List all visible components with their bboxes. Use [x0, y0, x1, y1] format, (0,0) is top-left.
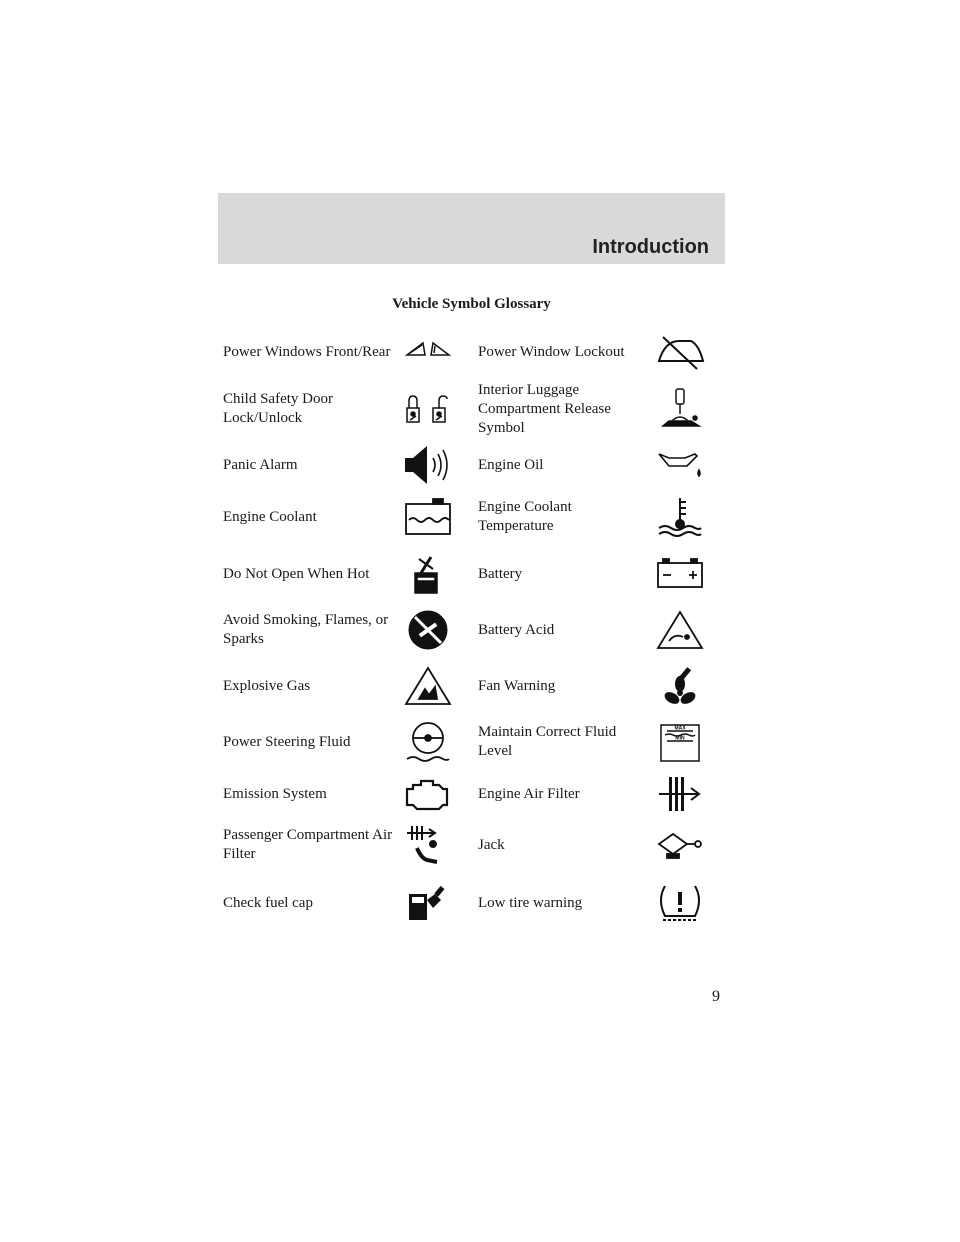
glossary-entry [223, 770, 468, 818]
glossary-row [223, 818, 713, 872]
symbol-label: Maintain Correct Fluid Level [478, 724, 617, 759]
hot-cap-icon [403, 553, 453, 595]
glossary-row [223, 658, 713, 714]
glossary-row [223, 872, 713, 934]
glossary-entry [223, 546, 468, 602]
tire-pressure-icon [655, 882, 705, 924]
symbol-label: Emission System [223, 785, 327, 802]
battery-icon [655, 553, 705, 595]
window-lockout-icon [655, 331, 705, 373]
glossary-row [223, 770, 713, 818]
glossary-entry [468, 818, 713, 872]
glossary-row [223, 328, 713, 376]
symbol-label: Engine Air Filter [478, 785, 580, 802]
symbol-label: Battery [478, 565, 523, 582]
panic-alarm-icon [403, 444, 453, 486]
symbol-label: Child Safety Door Lock/Unlock [223, 391, 333, 426]
jack-icon [655, 824, 705, 866]
oil-can-icon [655, 444, 705, 486]
battery-acid-icon [655, 609, 705, 651]
glossary-entry [223, 328, 468, 376]
glossary-title: Vehicle Symbol Glossary [392, 296, 551, 312]
coolant-reservoir-icon [403, 496, 453, 538]
fluid-max-mark: MAX [674, 725, 686, 732]
symbol-label: Check fuel cap [223, 894, 313, 911]
glossary-row [223, 714, 713, 770]
glossary-row [223, 442, 713, 488]
fuel-cap-icon [403, 882, 453, 924]
glossary-entry [223, 376, 468, 442]
glossary-entry [468, 658, 713, 714]
glossary-entry [468, 714, 713, 770]
symbol-label: Passenger Compartment Air Filter [223, 827, 393, 862]
glossary-entry [468, 602, 713, 658]
power-windows-icon [403, 331, 453, 373]
page-number: 9 [712, 988, 720, 1005]
glossary-entry [468, 872, 713, 934]
fluid-level-icon [655, 721, 705, 763]
symbol-label: Avoid Smoking, Flames, or Sparks [223, 612, 389, 647]
symbol-label: Do Not Open When Hot [223, 565, 370, 582]
glossary-entry [468, 376, 713, 442]
header-band [218, 193, 725, 264]
symbol-label: Panic Alarm [223, 456, 298, 473]
steering-wheel-icon [403, 721, 453, 763]
symbol-label: Power Window Lockout [478, 343, 625, 360]
no-smoking-icon [403, 609, 453, 651]
glossary-row [223, 602, 713, 658]
glossary-entry [468, 546, 713, 602]
section-title: Introduction [592, 236, 709, 258]
coolant-temperature-icon [655, 496, 705, 538]
glossary-entry [223, 658, 468, 714]
glossary-row [223, 546, 713, 602]
glossary-entry [468, 328, 713, 376]
fan-warning-icon [655, 665, 705, 707]
glossary-entry [223, 818, 468, 872]
glossary-entry [468, 770, 713, 818]
symbol-label: Interior Luggage Compartment Release Symbol [478, 381, 611, 436]
child-lock-icon [403, 388, 453, 430]
symbol-label: Power Windows Front/Rear [223, 343, 391, 360]
symbol-label: Jack [478, 836, 505, 853]
symbol-label: Engine Oil [478, 456, 544, 473]
glossary-row [223, 488, 713, 546]
glossary-entry [223, 872, 468, 934]
symbol-label: Explosive Gas [223, 677, 311, 694]
symbol-label: Fan Warning [478, 677, 556, 694]
check-engine-icon [403, 773, 453, 815]
symbol-glossary [223, 328, 713, 934]
cabin-air-filter-icon [403, 824, 453, 866]
symbol-label: Engine Coolant [223, 508, 317, 525]
air-filter-icon [655, 773, 705, 815]
symbol-label: Engine Coolant Temperature [478, 499, 572, 534]
glossary-entry [468, 488, 713, 546]
glossary-entry [468, 442, 713, 488]
glossary-entry [223, 442, 468, 488]
glossary-entry [223, 488, 468, 546]
trunk-release-icon [655, 388, 705, 430]
explosive-gas-icon [403, 665, 453, 707]
glossary-row [223, 376, 713, 442]
symbol-label: Low tire warning [478, 894, 583, 911]
fluid-min-mark: MIN [675, 735, 685, 742]
symbol-label: Power Steering Fluid [223, 733, 351, 750]
glossary-entry [223, 602, 468, 658]
glossary-entry [223, 714, 468, 770]
symbol-label: Battery Acid [478, 621, 555, 638]
